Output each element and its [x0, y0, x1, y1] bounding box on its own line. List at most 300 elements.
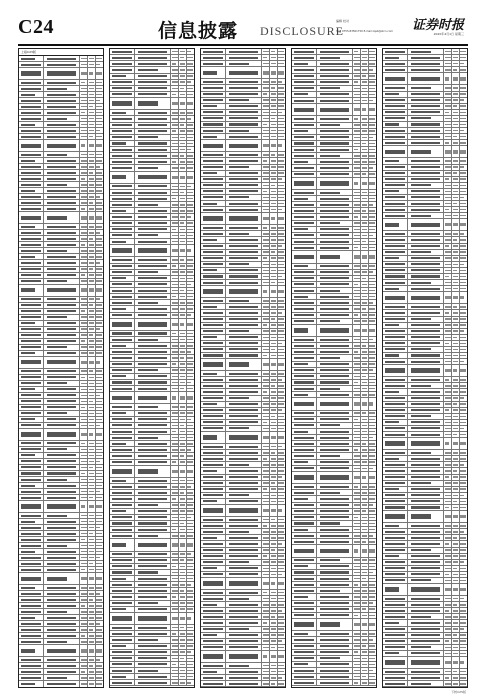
table-cell: [44, 122, 80, 127]
table-cell: [135, 67, 171, 72]
table-cell: [88, 627, 95, 632]
text-line: [96, 136, 102, 138]
table-cell: [96, 230, 103, 235]
text-line: [47, 388, 77, 390]
table-cell: [171, 558, 179, 563]
table-cell: [135, 668, 171, 673]
table-cell: [110, 294, 135, 299]
text-line: [89, 316, 94, 318]
table-cell: [187, 221, 194, 226]
table-row: [19, 357, 103, 369]
table-cell: [19, 279, 44, 284]
text-line: [229, 136, 259, 138]
table-cell: [179, 374, 186, 379]
text-line: [47, 184, 67, 186]
table-cell: [187, 496, 194, 501]
table-cell: [179, 147, 186, 152]
table-cell: [278, 134, 285, 139]
table-row: [19, 68, 103, 80]
text-line: [187, 51, 191, 53]
table-cell: [80, 423, 88, 428]
text-line: [21, 88, 41, 90]
text-line: [187, 235, 193, 237]
text-line: [187, 186, 191, 188]
table-cell: [187, 564, 194, 569]
text-line: [47, 232, 77, 234]
text-line: [81, 533, 87, 535]
table-cell: [135, 190, 171, 195]
table-cell: [19, 188, 44, 193]
text-line: [138, 596, 168, 598]
text-line: [172, 124, 178, 126]
text-line: [21, 635, 41, 637]
table-cell: [171, 313, 179, 318]
table-cell: [187, 123, 194, 128]
text-line: [180, 443, 185, 445]
text-line: [47, 400, 77, 402]
text-line: [47, 202, 77, 204]
table-cell: [171, 74, 179, 79]
text-line: [187, 572, 193, 574]
text-line: [172, 249, 178, 252]
text-line: [203, 71, 217, 75]
table-cell: [187, 453, 194, 458]
table-cell: [19, 236, 44, 241]
table-cell: [19, 489, 44, 494]
text-line: [187, 265, 193, 267]
text-line: [172, 461, 176, 463]
text-line: [278, 93, 284, 95]
table-cell: [179, 276, 186, 281]
table-cell: [96, 531, 103, 536]
table-cell: [19, 68, 44, 79]
table-cell: [187, 429, 194, 434]
text-line: [47, 58, 77, 60]
text-line: [187, 57, 193, 59]
table-cell: [187, 270, 194, 275]
text-line: [263, 51, 269, 53]
text-line: [112, 682, 132, 684]
text-line: [89, 136, 93, 138]
table-cell: [187, 674, 194, 679]
text-line: [21, 418, 35, 420]
table-cell: [19, 531, 44, 536]
text-line: [138, 308, 168, 310]
table-cell: [179, 668, 186, 673]
text-line: [96, 551, 102, 553]
text-line: [96, 383, 102, 385]
text-line: [47, 238, 77, 240]
text-line: [180, 229, 185, 231]
table-cell: [135, 153, 171, 158]
text-line: [81, 310, 85, 312]
text-line: [89, 383, 94, 385]
text-line: [96, 82, 102, 84]
table-cell: [44, 411, 80, 416]
table-cell: [44, 639, 80, 644]
table-cell: [88, 489, 95, 494]
text-line: [112, 142, 126, 144]
text-line: [47, 485, 77, 487]
table-cell: [80, 393, 88, 398]
table-cell: [96, 170, 103, 175]
table-cell: [80, 489, 88, 494]
table-cell: [179, 607, 186, 612]
table-cell: [80, 230, 88, 235]
text-line: [271, 51, 275, 53]
table-cell: [226, 116, 262, 121]
table-cell: [135, 447, 171, 452]
table-cell: [171, 533, 179, 538]
text-line: [187, 314, 191, 316]
table-cell: [187, 55, 194, 60]
text-line: [138, 492, 168, 494]
text-line: [112, 296, 132, 298]
table-cell: [19, 459, 44, 464]
text-line: [187, 543, 193, 546]
text-line: [21, 118, 41, 120]
table-cell: [44, 206, 80, 211]
table-cell: [179, 380, 186, 385]
text-line: [96, 232, 100, 234]
table-cell: [96, 68, 103, 79]
text-line: [172, 406, 178, 408]
text-line: [81, 527, 87, 529]
text-line: [81, 617, 87, 619]
text-line: [89, 244, 94, 246]
text-line: [180, 425, 184, 427]
text-line: [81, 94, 87, 96]
text-line: [138, 543, 168, 548]
table-cell: [80, 513, 88, 518]
text-line: [81, 130, 87, 132]
text-line: [81, 172, 87, 174]
text-line: [187, 112, 193, 114]
text-line: [89, 202, 93, 204]
table-cell: [88, 267, 95, 272]
table-cell: [88, 633, 95, 638]
table-cell: [88, 62, 95, 67]
text-line: [81, 216, 87, 219]
table-cell: [262, 110, 270, 115]
table-cell: [88, 212, 95, 223]
table-cell: [179, 233, 186, 238]
text-line: [187, 198, 193, 200]
text-line: [180, 235, 185, 237]
table-cell: [44, 170, 80, 175]
text-line: [47, 64, 77, 66]
table-cell: [19, 513, 44, 518]
text-line: [172, 492, 178, 494]
table-cell: [171, 490, 179, 495]
text-line: [187, 149, 191, 151]
text-line: [187, 376, 193, 378]
table-cell: [19, 423, 44, 428]
table-cell: [80, 645, 88, 656]
text-line: [180, 382, 185, 384]
table-cell: [110, 447, 135, 452]
table-cell: [171, 447, 179, 452]
text-line: [172, 176, 178, 179]
text-line: [96, 361, 100, 364]
table-cell: [44, 567, 80, 572]
text-line: [172, 388, 178, 390]
text-line: [229, 144, 259, 148]
text-line: [263, 118, 269, 120]
text-line: [96, 521, 102, 523]
table-cell: [88, 417, 95, 422]
text-line: [81, 112, 85, 114]
text-line: [112, 396, 132, 401]
text-line: [172, 112, 178, 114]
table-cell: [171, 674, 179, 679]
table-cell: [110, 233, 135, 238]
table-cell: [201, 158, 226, 163]
text-line: [172, 333, 176, 335]
text-line: [21, 268, 41, 270]
table-cell: [171, 288, 179, 293]
text-line: [81, 611, 87, 613]
table-cell: [96, 675, 103, 680]
table-cell: [135, 674, 171, 679]
text-line: [138, 93, 168, 95]
table-cell: [110, 300, 135, 305]
contact-info: 电话 0755-83501750 E-mail zqsb@stcn.com: [336, 30, 446, 33]
text-line: [180, 167, 185, 169]
table-cell: [44, 627, 80, 632]
text-line: [180, 523, 184, 525]
text-line: [203, 63, 223, 65]
table-cell: [179, 227, 186, 232]
table-cell: [278, 128, 285, 133]
table-cell: [187, 264, 194, 269]
text-line: [47, 617, 77, 619]
table-cell: [187, 441, 194, 446]
table-cell: [171, 576, 179, 581]
text-line: [172, 676, 178, 678]
table-cell: [179, 129, 186, 134]
table-cell: [179, 172, 186, 183]
table-cell: [19, 248, 44, 253]
text-line: [180, 124, 184, 126]
text-line: [89, 629, 93, 631]
table-cell: [171, 55, 179, 60]
text-line: [203, 130, 223, 132]
table-cell: [110, 270, 135, 275]
table-cell: [187, 613, 194, 624]
table-cell: [110, 153, 135, 158]
text-line: [81, 587, 87, 589]
table-cell: [270, 116, 277, 121]
table-cell: [179, 239, 186, 244]
text-line: [89, 505, 94, 508]
table-cell: [80, 417, 88, 422]
text-line: [172, 296, 176, 298]
text-line: [96, 563, 102, 565]
text-line: [21, 382, 41, 384]
text-line: [89, 274, 94, 276]
table-cell: [110, 123, 135, 128]
text-line: [81, 58, 87, 60]
text-line: [112, 87, 132, 89]
text-line: [138, 437, 158, 439]
table-cell: [19, 110, 44, 115]
text-line: [81, 649, 87, 652]
table-cell: [96, 122, 103, 127]
table-cell: [179, 662, 186, 667]
table-cell: [44, 134, 80, 139]
table-cell: [187, 380, 194, 385]
text-line: [187, 682, 191, 684]
text-line: [47, 244, 77, 246]
table-cell: [80, 206, 88, 211]
table-cell: [44, 369, 80, 374]
table-cell: [135, 607, 171, 612]
text-line: [96, 190, 102, 192]
text-line: [172, 645, 178, 647]
text-line: [112, 608, 126, 610]
table-cell: [88, 242, 95, 247]
text-line: [89, 497, 93, 499]
text-line: [89, 172, 93, 174]
table-cell: [80, 459, 88, 464]
text-line: [47, 515, 67, 517]
text-line: [47, 659, 77, 661]
text-line: [96, 433, 102, 436]
table-cell: [226, 85, 262, 90]
text-line: [180, 204, 185, 206]
table-cell: [19, 537, 44, 542]
text-line: [138, 363, 168, 365]
table-cell: [187, 404, 194, 409]
table-cell: [179, 447, 186, 452]
text-line: [89, 491, 94, 493]
table-cell: [179, 631, 186, 636]
text-line: [187, 523, 193, 525]
text-line: [172, 553, 178, 555]
text-line: [89, 196, 94, 198]
table-cell: [187, 558, 194, 563]
text-line: [81, 569, 85, 571]
table-cell: [44, 495, 80, 500]
table-cell: [88, 399, 95, 404]
table-cell: [171, 478, 179, 483]
text-line: [138, 676, 168, 678]
table-cell: [135, 460, 171, 465]
table-cell: [179, 674, 186, 679]
text-line: [138, 63, 168, 65]
text-line: [187, 296, 193, 298]
table-cell: [44, 459, 80, 464]
table-cell: [135, 527, 171, 532]
table-cell: [19, 182, 44, 187]
text-line: [180, 627, 184, 629]
text-line: [180, 682, 185, 684]
table-cell: [96, 681, 103, 686]
table-cell: [44, 327, 80, 332]
text-line: [187, 143, 193, 145]
table-cell: [171, 98, 179, 109]
text-line: [112, 529, 132, 531]
table-cell: [44, 345, 80, 350]
text-line: [89, 88, 94, 90]
text-line: [21, 527, 41, 529]
table-cell: [19, 399, 44, 404]
text-line: [187, 308, 193, 310]
table-cell: [96, 627, 103, 632]
table-cell: [80, 315, 88, 320]
text-line: [172, 75, 178, 77]
table-cell: [187, 582, 194, 587]
table-cell: [110, 656, 135, 661]
text-line: [47, 629, 77, 631]
table-cell: [171, 331, 179, 336]
text-line: [96, 665, 102, 667]
text-line: [89, 641, 94, 643]
text-line: [89, 599, 93, 601]
table-cell: [88, 224, 95, 229]
table-cell: [19, 417, 44, 422]
table-cell: [80, 170, 88, 175]
text-line: [172, 431, 176, 433]
text-line: [278, 136, 284, 138]
text-line: [96, 413, 102, 415]
text-line: [180, 63, 185, 65]
text-line: [81, 425, 87, 427]
text-line: [96, 118, 102, 120]
text-line: [21, 244, 41, 246]
table-cell: [187, 184, 194, 189]
text-line: [278, 144, 282, 147]
table-cell: [262, 134, 270, 139]
table-cell: [19, 447, 44, 452]
text-line: [21, 178, 41, 180]
table-cell: [171, 680, 179, 685]
text-line: [89, 479, 94, 481]
table-cell: [110, 221, 135, 226]
table-cell: [179, 533, 186, 538]
text-line: [47, 611, 67, 613]
page-header: [18, 14, 468, 44]
table-cell: [80, 279, 88, 284]
text-line: [138, 480, 168, 482]
text-line: [81, 665, 87, 667]
table-cell: [88, 471, 95, 476]
table-cell: [88, 236, 95, 241]
text-line: [81, 361, 87, 364]
text-line: [21, 515, 41, 517]
table-cell: [88, 80, 95, 85]
table-cell: [110, 208, 135, 213]
text-line: [172, 596, 176, 598]
table-cell: [171, 61, 179, 66]
table-cell: [19, 375, 44, 380]
text-line: [21, 250, 41, 252]
text-line: [89, 401, 93, 403]
text-line: [81, 166, 87, 168]
table-cell: [19, 98, 44, 103]
text-line: [138, 486, 168, 488]
text-line: [89, 617, 94, 619]
table-cell: [171, 306, 179, 311]
text-line: [89, 425, 94, 427]
table-cell: [88, 609, 95, 614]
text-line: [138, 210, 168, 212]
text-line: [112, 559, 132, 561]
text-line: [89, 232, 94, 234]
table-cell: [135, 368, 171, 373]
table-cell: [80, 399, 88, 404]
